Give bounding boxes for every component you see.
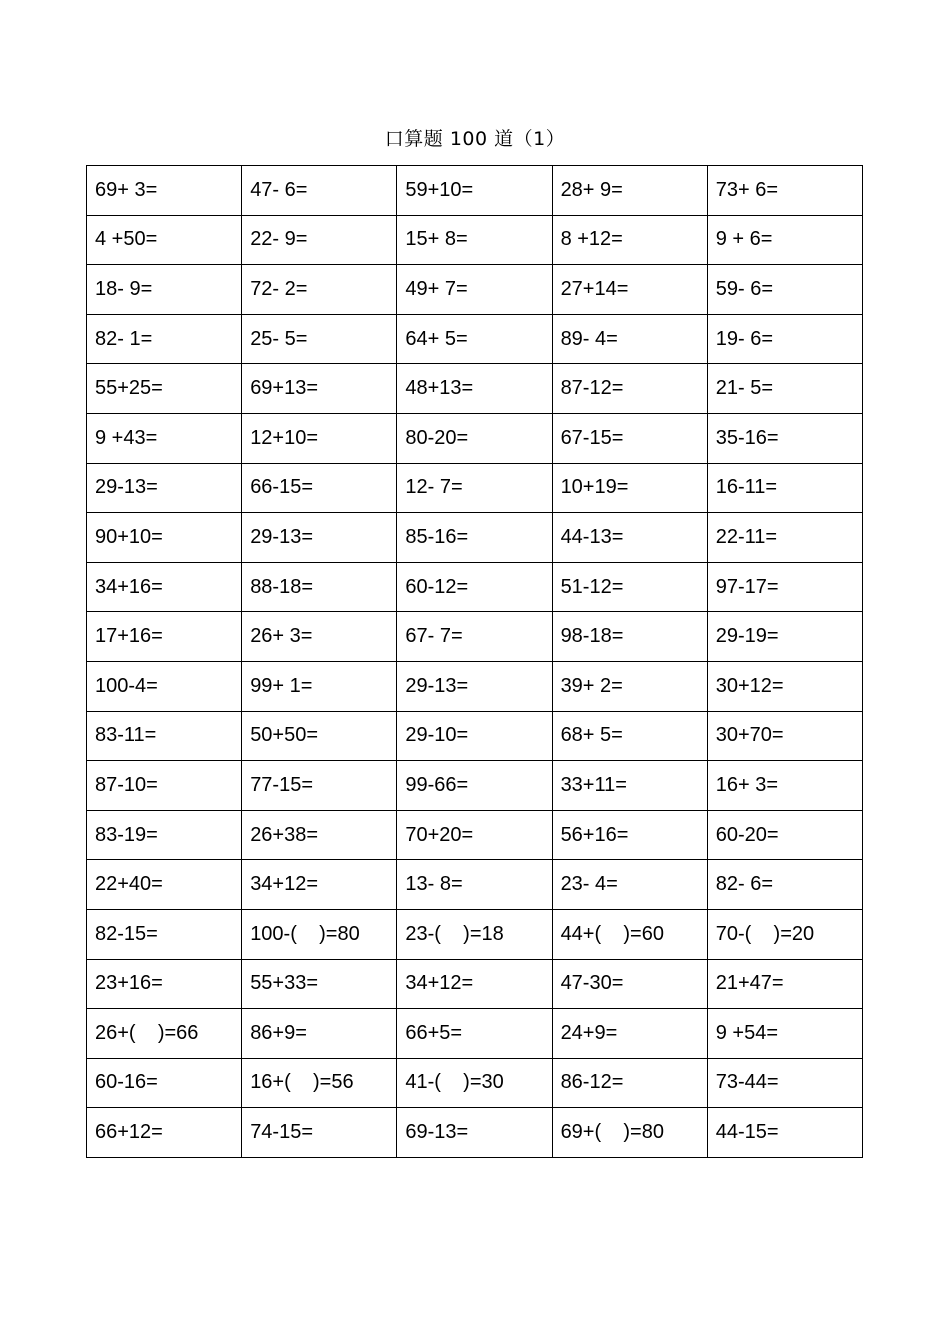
table-row: [87, 513, 863, 563]
problem-cell: 67-15=: [552, 413, 707, 463]
problem-cell: 29-13=: [397, 661, 552, 711]
table-row: [87, 215, 863, 265]
problem-cell: 73+ 6=: [707, 166, 862, 216]
problem-cell: 82-15=: [87, 909, 242, 959]
problem-cell: 12- 7=: [397, 463, 552, 513]
problem-cell: 98-18=: [552, 612, 707, 662]
arithmetic-problem-table: [86, 165, 863, 1158]
table-row: [87, 1058, 863, 1108]
problem-cell: 39+ 2=: [552, 661, 707, 711]
problem-cell: 69+13=: [242, 364, 397, 414]
problem-cell: 34+12=: [242, 860, 397, 910]
problem-cell: 4 +50=: [87, 215, 242, 265]
problem-cell: 47-30=: [552, 959, 707, 1009]
problem-cell: 66+12=: [87, 1108, 242, 1158]
problem-cell: 90+10=: [87, 513, 242, 563]
problem-cell: 59+10=: [397, 166, 552, 216]
problem-cell: 26+38=: [242, 810, 397, 860]
problem-cell: 69+ 3=: [87, 166, 242, 216]
problem-cell: 19- 6=: [707, 314, 862, 364]
problem-cell: 70-( )=20: [707, 909, 862, 959]
problem-cell: 30+70=: [707, 711, 862, 761]
problem-cell: 87-12=: [552, 364, 707, 414]
problem-cell: 33+11=: [552, 761, 707, 811]
problem-cell: 10+19=: [552, 463, 707, 513]
problem-cell: 60-20=: [707, 810, 862, 860]
problem-cell: 77-15=: [242, 761, 397, 811]
problem-cell: 74-15=: [242, 1108, 397, 1158]
problem-cell: 9 +54=: [707, 1009, 862, 1059]
problem-cell: 16+( )=56: [242, 1058, 397, 1108]
problem-cell: 34+16=: [87, 562, 242, 612]
problem-cell: 89- 4=: [552, 314, 707, 364]
problem-cell: 80-20=: [397, 413, 552, 463]
problem-cell: 55+25=: [87, 364, 242, 414]
table-row: [87, 761, 863, 811]
problem-cell: 87-10=: [87, 761, 242, 811]
problem-cell: 21+47=: [707, 959, 862, 1009]
problem-cell: 18- 9=: [87, 265, 242, 315]
problem-cell: 50+50=: [242, 711, 397, 761]
table-row: [87, 1108, 863, 1158]
problem-cell: 51-12=: [552, 562, 707, 612]
problem-cell: 48+13=: [397, 364, 552, 414]
table-row: [87, 1009, 863, 1059]
problem-cell: 86+9=: [242, 1009, 397, 1059]
problem-cell: 100-4=: [87, 661, 242, 711]
problem-cell: 13- 8=: [397, 860, 552, 910]
problem-cell: 56+16=: [552, 810, 707, 860]
table-row: [87, 463, 863, 513]
problem-cell: 88-18=: [242, 562, 397, 612]
problem-cell: 59- 6=: [707, 265, 862, 315]
table-row: [87, 661, 863, 711]
table-row: [87, 265, 863, 315]
problem-cell: 99-66=: [397, 761, 552, 811]
problem-cell: 82- 1=: [87, 314, 242, 364]
table-row: [87, 364, 863, 414]
problem-cell: 41-( )=30: [397, 1058, 552, 1108]
problem-cell: 29-13=: [87, 463, 242, 513]
problem-cell: 44-13=: [552, 513, 707, 563]
problem-cell: 85-16=: [397, 513, 552, 563]
problem-cell: 68+ 5=: [552, 711, 707, 761]
problem-cell: 22-11=: [707, 513, 862, 563]
problem-cell: 17+16=: [87, 612, 242, 662]
problem-cell: 66+5=: [397, 1009, 552, 1059]
page-title: 口算题 100 道（1）: [384, 128, 566, 150]
problem-cell: 26+ 3=: [242, 612, 397, 662]
problem-cell: 72- 2=: [242, 265, 397, 315]
problem-cell: 8 +12=: [552, 215, 707, 265]
problem-cell: 23- 4=: [552, 860, 707, 910]
problem-cell: 35-16=: [707, 413, 862, 463]
problem-cell: 12+10=: [242, 413, 397, 463]
problem-cell: 30+12=: [707, 661, 862, 711]
problem-cell: 24+9=: [552, 1009, 707, 1059]
table-row: [87, 909, 863, 959]
problem-cell: 69-13=: [397, 1108, 552, 1158]
problem-cell: 9 +43=: [87, 413, 242, 463]
problem-cell: 66-15=: [242, 463, 397, 513]
problem-cell: 21- 5=: [707, 364, 862, 414]
problem-cell: 34+12=: [397, 959, 552, 1009]
problem-cell: 82- 6=: [707, 860, 862, 910]
table-row: [87, 810, 863, 860]
problem-table-body: [87, 166, 863, 1158]
table-row: [87, 959, 863, 1009]
problem-cell: 29-10=: [397, 711, 552, 761]
table-row: [87, 413, 863, 463]
problem-cell: 86-12=: [552, 1058, 707, 1108]
problem-cell: 29-19=: [707, 612, 862, 662]
problem-cell: 16+ 3=: [707, 761, 862, 811]
problem-cell: 99+ 1=: [242, 661, 397, 711]
problem-cell: 16-11=: [707, 463, 862, 513]
problem-cell: 60-12=: [397, 562, 552, 612]
problem-cell: 64+ 5=: [397, 314, 552, 364]
problem-cell: 15+ 8=: [397, 215, 552, 265]
problem-cell: 47- 6=: [242, 166, 397, 216]
problem-cell: 27+14=: [552, 265, 707, 315]
problem-cell: 100-( )=80: [242, 909, 397, 959]
table-row: [87, 612, 863, 662]
table-row: [87, 166, 863, 216]
problem-cell: 83-11=: [87, 711, 242, 761]
problem-cell: 26+( )=66: [87, 1009, 242, 1059]
problem-cell: 67- 7=: [397, 612, 552, 662]
table-row: [87, 314, 863, 364]
problem-cell: 23-( )=18: [397, 909, 552, 959]
problem-cell: 23+16=: [87, 959, 242, 1009]
problem-cell: 28+ 9=: [552, 166, 707, 216]
table-row: [87, 860, 863, 910]
table-row: [87, 711, 863, 761]
problem-cell: 29-13=: [242, 513, 397, 563]
problem-cell: 22- 9=: [242, 215, 397, 265]
problem-cell: 97-17=: [707, 562, 862, 612]
problem-cell: 25- 5=: [242, 314, 397, 364]
problem-cell: 49+ 7=: [397, 265, 552, 315]
problem-cell: 44-15=: [707, 1108, 862, 1158]
problem-cell: 70+20=: [397, 810, 552, 860]
problem-cell: 55+33=: [242, 959, 397, 1009]
problem-cell: 83-19=: [87, 810, 242, 860]
problem-cell: 73-44=: [707, 1058, 862, 1108]
problem-cell: 22+40=: [87, 860, 242, 910]
table-row: [87, 562, 863, 612]
problem-cell: 9 + 6=: [707, 215, 862, 265]
problem-cell: 69+( )=80: [552, 1108, 707, 1158]
problem-cell: 44+( )=60: [552, 909, 707, 959]
problem-cell: 60-16=: [87, 1058, 242, 1108]
